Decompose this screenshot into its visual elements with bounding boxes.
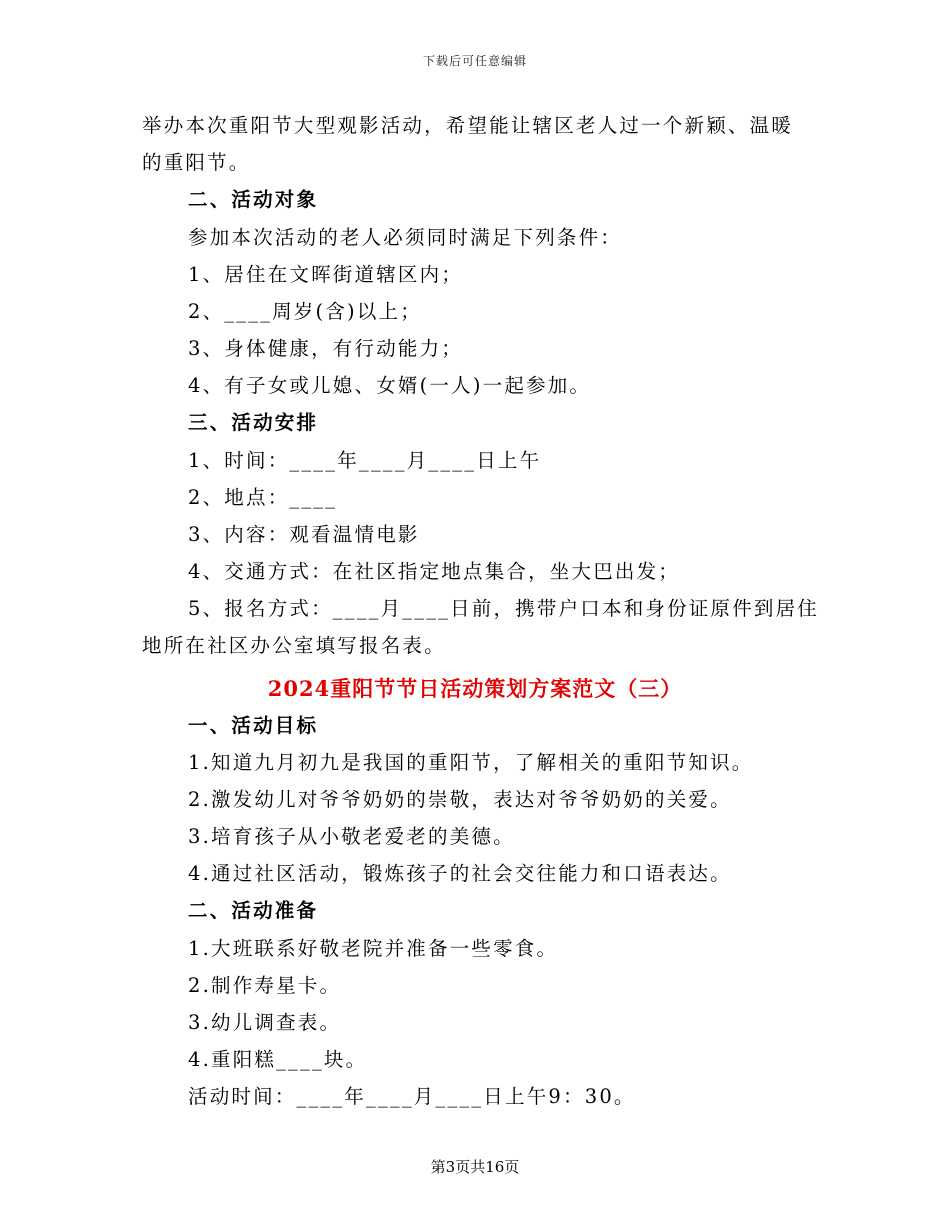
paragraph-line: 地所在社区办公室填写报名表。 [142,634,446,657]
section-heading: 二、活动准备 [188,899,319,922]
page-header: 下载后可任意编辑 [422,54,527,68]
list-item: 3.幼儿调查表。 [188,1011,342,1034]
list-item: 3、身体健康，有行动能力； [188,337,464,360]
list-item: 4.通过社区活动，锻炼孩子的社会交往能力和口语表达。 [188,862,732,885]
list-item: 3.培育孩子从小敬老爱老的美德。 [188,825,515,848]
paragraph-line: 的重阳节。 [142,151,251,174]
section-title: 2024重阳节节日活动策划方案范文（三） [267,676,683,701]
list-item: 4、有子女或儿媳、女婿(一人)一起参加。 [188,374,592,397]
list-item: 4、交通方式：在社区指定地点集合，坐大巴出发； [188,560,681,583]
list-item: 1.大班联系好敬老院并准备一些零食。 [188,937,559,960]
paragraph-line: 参加本次活动的老人必须同时满足下列条件： [188,226,623,249]
section-heading: 二、活动对象 [188,188,319,211]
list-item: 4.重阳糕____块。 [188,1048,368,1071]
list-item: 5、报名方式：____月____日前，携带户口本和身份证原件到居住 [188,597,820,620]
section-heading: 一、活动目标 [188,714,319,737]
list-item: 1、居住在文晖街道辖区内； [188,263,464,286]
section-heading: 三、活动安排 [188,411,319,434]
list-item: 2、地点：____ [188,486,338,509]
paragraph-line: 活动时间：____年____月____日上午9：30。 [188,1085,636,1108]
list-item: 1.知道九月初九是我国的重阳节，了解相关的重阳节知识。 [188,751,754,774]
list-item: 2、____周岁(含)以上； [188,300,422,323]
list-item: 3、内容：观看温情电影 [188,523,420,546]
list-item: 1、时间：____年____月____日上午 [188,449,542,472]
page-footer: 第3页共16页 [430,1158,520,1176]
list-item: 2.制作寿星卡。 [188,974,342,997]
list-item: 2.激发幼儿对爷爷奶奶的崇敬，表达对爷爷奶奶的关爱。 [188,788,732,811]
paragraph-line: 举办本次重阳节大型观影活动，希望能让辖区老人过一个新颖、温暖 [142,114,794,137]
